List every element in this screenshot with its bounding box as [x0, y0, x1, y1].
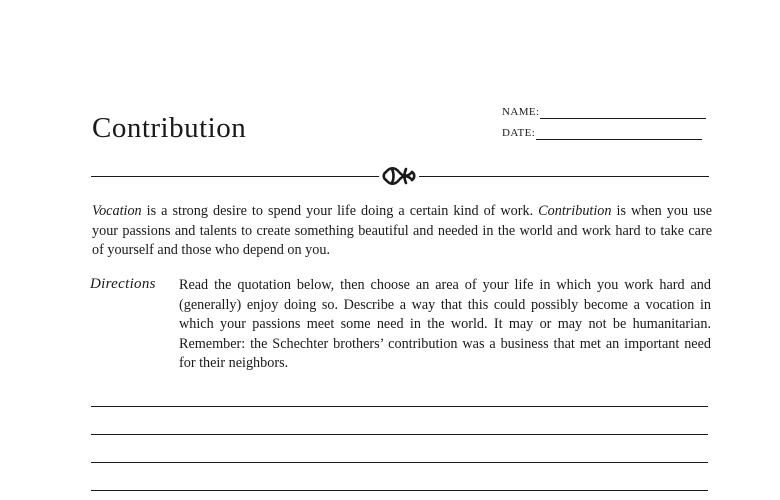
- directions-text: Read the quotation below, then choose an area of your life in which you work hard and (generally) enjoy doing so. Describe a way that this could possibly become a vocation in which your passions meet some need in the world. It may or may not be humanitarian. Remember: the Schechter brothers’ contribution was a business that met an important need for their neighbors.: [179, 277, 711, 372]
- answer-line-4[interactable]: [91, 490, 708, 491]
- header-divider-right: [419, 176, 709, 177]
- date-blank-line[interactable]: [536, 128, 702, 140]
- answer-line-1[interactable]: [91, 406, 708, 407]
- page-title: Contribution: [92, 112, 247, 144]
- intro-paragraph: [92, 202, 712, 261]
- directions-label: Directions: [90, 276, 156, 292]
- intro-text-2: is when you use your passions and talents to create something beautiful and needed in the world and work hard to take care of yourself and those who depend on you.: [92, 203, 712, 259]
- date-field: [502, 126, 702, 140]
- celtic-knot-icon: [382, 164, 416, 188]
- name-label: NAME:: [502, 106, 540, 118]
- intro-text-1: is a strong desire to spend your life doing a certain kind of work.: [141, 203, 539, 219]
- term-contribution: Contribution: [538, 203, 612, 219]
- header-divider-left: [91, 176, 379, 177]
- answer-line-2[interactable]: [91, 434, 708, 435]
- term-vocation: Vocation: [92, 203, 142, 219]
- date-label: DATE:: [502, 127, 536, 139]
- answer-line-3[interactable]: [91, 462, 708, 463]
- name-blank-line[interactable]: [540, 107, 706, 119]
- name-field: [502, 105, 706, 119]
